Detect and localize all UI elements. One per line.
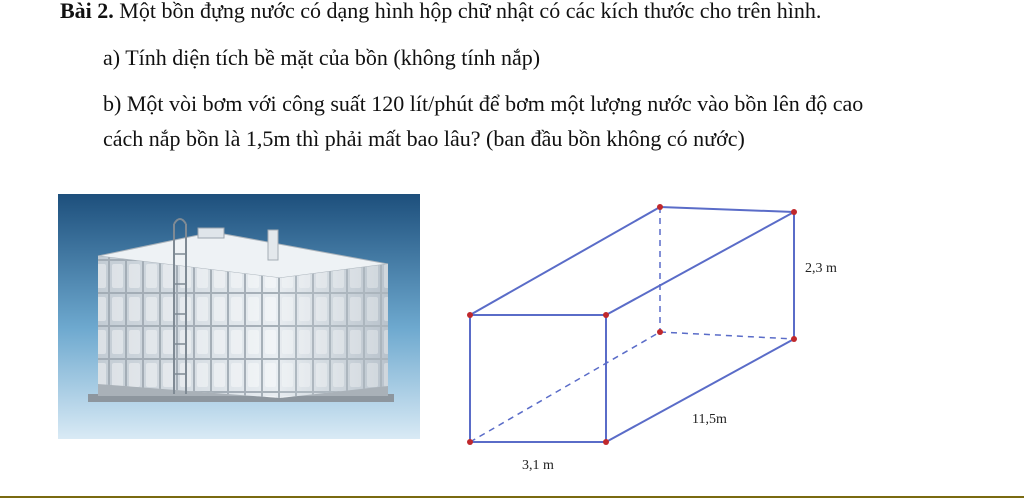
- vertex: [467, 312, 473, 318]
- problem-statement: Một bồn đựng nước có dạng hình hộp chữ nhật có các kích thước cho trên hình.: [119, 0, 822, 23]
- vertex: [657, 204, 663, 210]
- edge-top-back: [660, 207, 794, 212]
- water-tank-photo: [58, 194, 420, 439]
- bottom-rule: [0, 496, 1024, 498]
- hidden-edges: [470, 207, 794, 442]
- part-b-line-2: cách nắp bồn là 1,5m thì phải mất bao lâu? (ban đầu bồn không có nước): [103, 126, 745, 151]
- front-face: [470, 315, 606, 442]
- vertex: [791, 209, 797, 215]
- part-b-line-1: b) Một vòi bơm với công suất 120 lít/phút để bơm một lượng nước vào bồn lên độ cao: [103, 91, 864, 116]
- length-label: 11,5m: [692, 412, 727, 427]
- edge-top-left: [470, 207, 660, 315]
- vertex: [603, 439, 609, 445]
- edge-top-right: [606, 212, 794, 315]
- vertex: [603, 312, 609, 318]
- visible-edges: [470, 207, 794, 442]
- hidden-bottom-back: [660, 332, 794, 339]
- box-diagram: [440, 190, 880, 480]
- vertex: [657, 329, 663, 335]
- hidden-bottom-left: [470, 332, 660, 442]
- vertex: [467, 439, 473, 445]
- width-label: 3,1 m: [522, 458, 554, 473]
- part-a: a) Tính diện tích bề mặt của bồn (không tính nắp): [103, 45, 541, 70]
- height-label: 2,3 m: [805, 261, 837, 276]
- vertices: [467, 204, 797, 445]
- problem-title: [60, 0, 821, 24]
- problem-number: Bài 2.: [60, 0, 114, 23]
- vertex: [791, 336, 797, 342]
